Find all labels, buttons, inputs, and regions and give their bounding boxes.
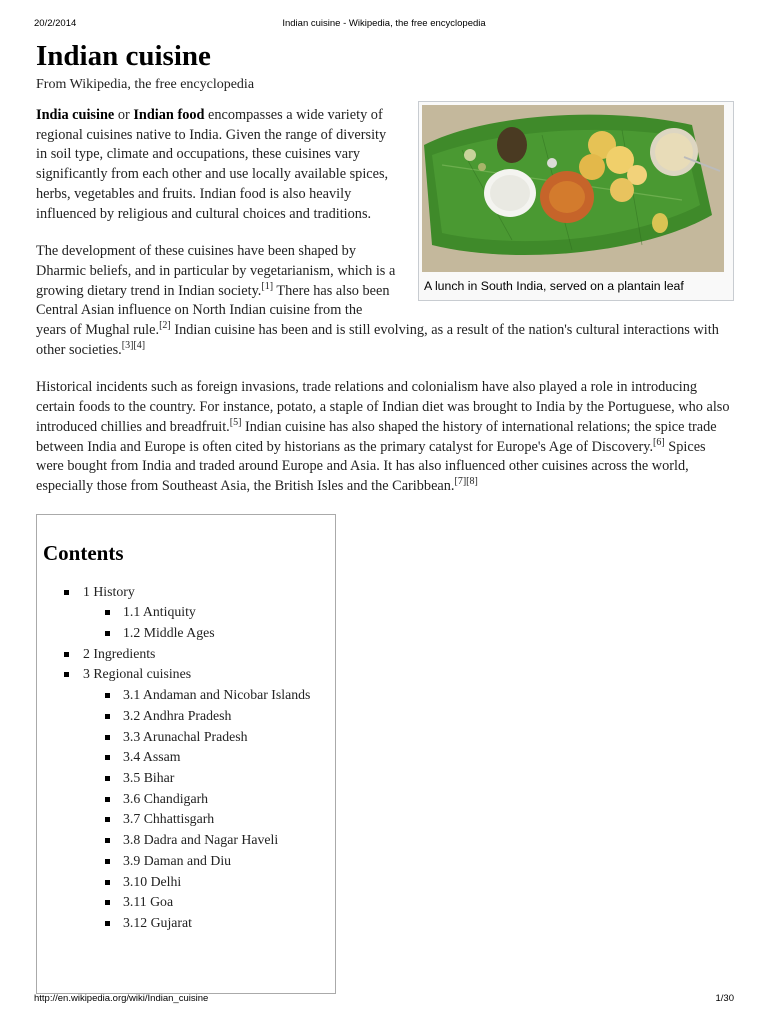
image-caption: A lunch in South India, served on a plantain leaf xyxy=(424,279,684,293)
toc-item-chhattisgarh[interactable]: 3.7 Chhattisgarh xyxy=(43,809,335,830)
toc-list xyxy=(43,582,335,934)
toc-item-regional-cuisines[interactable]: 3 Regional cuisines xyxy=(43,664,335,685)
toc-title: Contents xyxy=(43,540,124,565)
toc-item-ingredients[interactable]: 2 Ingredients xyxy=(43,644,335,665)
print-page-title: Indian cuisine - Wikipedia, the free encyclopedia xyxy=(282,18,486,29)
toc-item-dadra-nagar-haveli[interactable]: 3.8 Dadra and Nagar Haveli xyxy=(43,830,335,851)
toc-item-arunachal-pradesh[interactable]: 3.3 Arunachal Pradesh xyxy=(43,727,335,748)
print-header xyxy=(34,18,734,32)
toc-item-andhra-pradesh[interactable]: 3.2 Andhra Pradesh xyxy=(43,706,335,727)
page-title: Indian cuisine xyxy=(36,40,211,72)
toc-item-chandigarh[interactable]: 3.6 Chandigarh xyxy=(43,789,335,810)
history-paragraph: Historical incidents such as foreign invasions, trade relations and colonialism have also played a role in introducing certain foods to the country. For instance, potato, a staple of Indian diet was brought to India by the Portuguese, who also introduced chillies and breadfruit.[5] Indian cuisine has also shaped the history of international relations; the spice trade between India and Europe is often cited by historians as the primary catalyst for Europe's Age of Discovery.[6] Spices were bought from India and traded around Europe and Asia. It has also influenced other cuisines across the world, especially those from Southeast Asia, the British Isles and the Caribbean.[7][8] xyxy=(36,379,730,494)
toc-item-gujarat[interactable]: 3.12 Gujarat xyxy=(43,913,335,934)
term-india-cuisine: India cuisine xyxy=(36,107,115,123)
toc-item-goa[interactable]: 3.11 Goa xyxy=(43,892,335,913)
reference-link[interactable]: [1] xyxy=(261,280,274,292)
toc-item-middle-ages[interactable]: 1.2 Middle Ages xyxy=(43,623,335,644)
reference-link[interactable]: [7][8] xyxy=(454,476,478,488)
reference-link[interactable]: [2] xyxy=(159,320,171,332)
print-url: http://en.wikipedia.org/wiki/Indian_cuisine xyxy=(34,993,209,1004)
toc-item-antiquity[interactable]: 1.1 Antiquity xyxy=(43,602,335,623)
table-of-contents xyxy=(36,514,336,994)
reference-link[interactable]: [3][4] xyxy=(121,339,146,351)
reference-link[interactable]: [5] xyxy=(229,417,242,429)
toc-item-history[interactable]: 1 History xyxy=(43,582,335,603)
print-page-number: 1/30 xyxy=(715,993,734,1004)
development-paragraph: The development of these cuisines have been shaped by Dharmic beliefs, and in particular by vegetarianism, which is a growing dietary trend in Indian society.[1] There has also been Central Asian influence on North Indian cuisine from the years of Mughal rule.[2] Indian cuisine has been and is still evolving, as a result of the nation's cultural interactions with other societies.[3][4] xyxy=(36,243,719,358)
article-content xyxy=(36,38,734,994)
article-image-frame xyxy=(418,101,734,301)
south-indian-lunch-photo[interactable] xyxy=(422,105,724,272)
intro-paragraph: India cuisine or Indian food encompasses a wide variety of regional cuisines native to India. Given the range of diversity in soil type, climate and occupations, these cuisines vary significantly from each other and use locally available spices, herbs, vegetables and fruits. Indian food is also heavily influenced by religious and cultural choices and traditions. xyxy=(36,107,389,222)
toc-item-delhi[interactable]: 3.10 Delhi xyxy=(43,872,335,893)
toc-item-daman-diu[interactable]: 3.9 Daman and Diu xyxy=(43,851,335,872)
print-date: 20/2/2014 xyxy=(34,18,77,29)
toc-item-andaman-nicobar[interactable]: 3.1 Andaman and Nicobar Islands xyxy=(43,685,335,706)
term-indian-food: Indian food xyxy=(133,107,205,123)
article-subtitle: From Wikipedia, the free encyclopedia xyxy=(36,77,255,92)
toc-item-assam[interactable]: 3.4 Assam xyxy=(43,747,335,768)
toc-item-bihar[interactable]: 3.5 Bihar xyxy=(43,768,335,789)
reference-link[interactable]: [6] xyxy=(653,436,665,448)
print-footer xyxy=(34,993,734,1007)
